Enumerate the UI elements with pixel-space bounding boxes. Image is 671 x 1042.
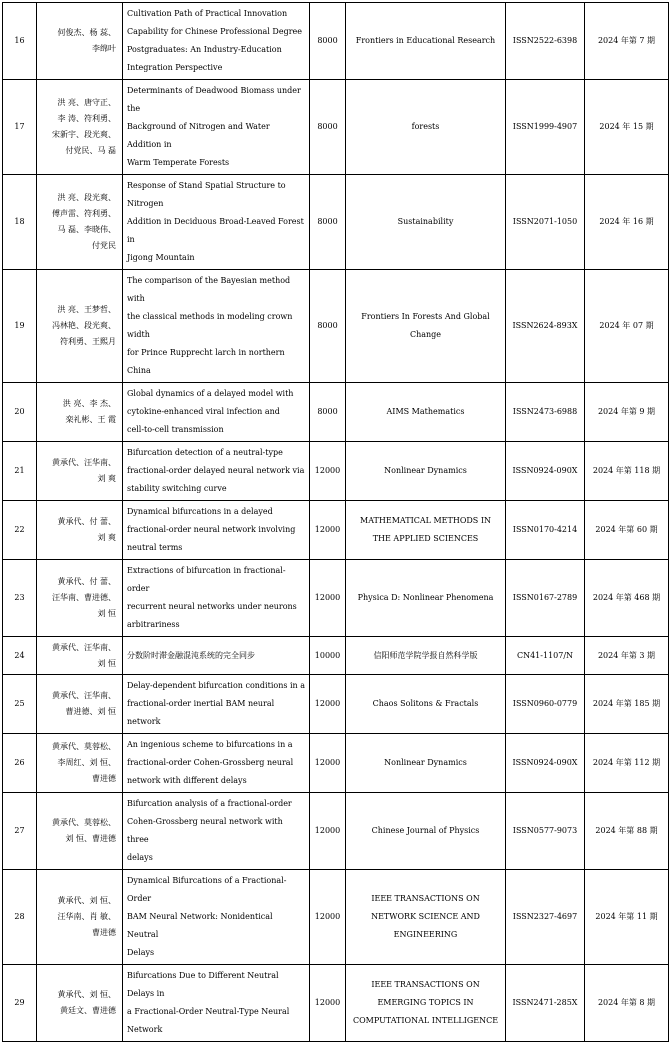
journal-cell <box>346 80 506 175</box>
authors-cell <box>37 80 123 175</box>
issue-cell: 2024 年第 9 期 <box>585 383 669 442</box>
journal-line: Chaos Solitons & Fractals <box>372 699 479 708</box>
title-cell <box>123 734 310 793</box>
journal-cell <box>346 870 506 965</box>
title-line: delays <box>127 853 153 862</box>
journal-line: Sustainability <box>397 217 454 226</box>
issue-cell: 2024 年第 8 期 <box>585 965 669 1042</box>
title-line: The comparison of the Bayesian method with <box>127 276 291 303</box>
title-line: Cultivation Path of Practical Innovation <box>127 9 288 18</box>
authors-cell <box>37 734 123 793</box>
row-number: 22 <box>3 501 37 560</box>
title-cell <box>123 501 310 560</box>
title-cell <box>123 442 310 501</box>
row-number: 17 <box>3 80 37 175</box>
author-line: 洪 亮、王梦哲、 <box>57 305 116 314</box>
journal-line: 信阳师范学院学报自然科学版 <box>373 650 478 660</box>
table-row <box>3 80 669 175</box>
authors-cell <box>37 793 123 870</box>
title-line: Bifurcations Due to Different Neutral Delays in <box>127 971 279 998</box>
issn-cell: ISSN0960-0779 <box>506 675 585 734</box>
journal-line: IEEE TRANSACTIONS ON <box>371 980 480 989</box>
table-row <box>3 793 669 870</box>
title-line: An ingenious scheme to bifurcations in a <box>127 740 293 749</box>
author-line: 李周红、刘 恒、 <box>57 758 116 767</box>
journal-cell <box>346 734 506 793</box>
journal-line: forests <box>411 122 440 131</box>
author-line: 符利勇、王熙月 <box>60 337 116 346</box>
issn-cell: ISSN0924-090X <box>506 734 585 793</box>
title-line: Delays <box>127 948 155 957</box>
title-cell <box>123 80 310 175</box>
journal-line: Frontiers In Forests And Global Change <box>361 312 490 339</box>
journal-line: IEEE TRANSACTIONS ON <box>371 894 480 903</box>
fee-cell: 8000 <box>310 80 346 175</box>
title-line: Jigong Mountain <box>127 253 195 262</box>
title-line: arbitrariness <box>127 620 180 629</box>
fee-cell: 12000 <box>310 870 346 965</box>
journal-cell <box>346 793 506 870</box>
author-line: 李绵叶 <box>92 44 116 53</box>
row-number: 16 <box>3 3 37 80</box>
fee-cell: 12000 <box>310 442 346 501</box>
title-line: fractional-order inertial BAM neural network <box>127 699 275 726</box>
title-line: Background of Nitrogen and Water Addition in <box>127 122 270 149</box>
issue-cell: 2024 年 15 期 <box>585 80 669 175</box>
authors-cell <box>37 560 123 637</box>
journal-line: NETWORK SCIENCE AND <box>371 912 480 921</box>
title-line: Warm Temperate Forests <box>127 158 230 167</box>
issue-cell: 2024 年第 88 期 <box>585 793 669 870</box>
author-line: 黄承代、刘 恒、 <box>57 990 116 999</box>
issue-cell: 2024 年第 3 期 <box>585 637 669 675</box>
row-number: 28 <box>3 870 37 965</box>
title-line: cytokine-enhanced viral infection and <box>127 407 280 416</box>
title-line: network with different delays <box>127 776 247 785</box>
author-line: 宋新宇、段光爽、 <box>52 130 116 139</box>
author-line: 冯林艳、段光爽、 <box>52 321 116 330</box>
author-line: 曹进德 <box>92 774 116 783</box>
issn-cell: ISSN0170-4214 <box>506 501 585 560</box>
title-line: Bifurcation detection of a neutral-type <box>127 448 283 457</box>
table-body <box>3 3 669 1042</box>
author-line: 汪华南、曹进德、 <box>52 593 116 602</box>
author-line: 何俊杰、杨 蕊、 <box>57 28 116 37</box>
issue-cell: 2024 年第 112 期 <box>585 734 669 793</box>
journal-cell <box>346 560 506 637</box>
issn-cell: ISSN2522-6398 <box>506 3 585 80</box>
title-line: stability switching curve <box>127 484 227 493</box>
title-cell <box>123 793 310 870</box>
table-row <box>3 560 669 637</box>
title-line: Determinants of Deadwood Biomass under the <box>127 86 301 113</box>
row-number: 27 <box>3 793 37 870</box>
issn-cell: ISSN1999-4907 <box>506 80 585 175</box>
table-row <box>3 383 669 442</box>
author-line: 黄廷文、曹进德 <box>60 1006 116 1015</box>
fee-cell: 8000 <box>310 3 346 80</box>
issue-cell: 2024 年 07 期 <box>585 270 669 383</box>
issn-cell: ISSN2327-4697 <box>506 870 585 965</box>
title-line: Dynamical bifurcations in a delayed <box>127 507 273 516</box>
author-line: 黄承代、莫蓉松、 <box>52 742 116 751</box>
row-number: 19 <box>3 270 37 383</box>
authors-cell <box>37 637 123 675</box>
author-line: 刘 爽 <box>97 533 116 542</box>
author-line: 黄承代、莫蓉松、 <box>52 818 116 827</box>
author-line: 付党民、马 磊 <box>65 146 116 155</box>
journal-line: Chinese Journal of Physics <box>371 826 480 835</box>
issn-cell: ISSN0167-2789 <box>506 560 585 637</box>
author-line: 栾礼彬、王 霞 <box>65 415 116 424</box>
row-number: 25 <box>3 675 37 734</box>
row-number: 23 <box>3 560 37 637</box>
issue-cell: 2024 年第 468 期 <box>585 560 669 637</box>
issn-cell: ISSN0924-090X <box>506 442 585 501</box>
title-line: the classical methods in modeling crown width <box>127 312 293 339</box>
author-line: 洪 亮、李 杰、 <box>62 399 116 408</box>
journal-line: ENGINEERING <box>393 930 458 939</box>
author-line: 黄承代、汪华南、 <box>52 691 116 700</box>
fee-cell: 8000 <box>310 270 346 383</box>
issue-cell: 2024 年第 118 期 <box>585 442 669 501</box>
title-line: Delay-dependent bifurcation conditions in a <box>127 681 306 690</box>
table-row <box>3 870 669 965</box>
issn-cell: ISSN2071-1050 <box>506 175 585 270</box>
journal-line: COMPUTATIONAL INTELLIGENCE <box>352 1016 499 1025</box>
journal-line: EMERGING TOPICS IN <box>377 998 474 1007</box>
title-cell <box>123 3 310 80</box>
title-line: 分数阶时滞金融混沌系统的完全同步 <box>127 650 255 660</box>
issue-cell: 2024 年第 11 期 <box>585 870 669 965</box>
fee-cell: 12000 <box>310 501 346 560</box>
title-line: neutral terms <box>127 543 183 552</box>
table-row <box>3 501 669 560</box>
author-line: 刘 恒、曹进德 <box>65 834 116 843</box>
authors-cell <box>37 175 123 270</box>
authors-cell <box>37 383 123 442</box>
table-row <box>3 3 669 80</box>
journal-cell <box>346 675 506 734</box>
title-cell <box>123 637 310 675</box>
author-line: 李 涛、符利勇、 <box>57 114 116 123</box>
publication-table <box>2 2 669 1042</box>
table-row <box>3 270 669 383</box>
fee-cell: 12000 <box>310 675 346 734</box>
journal-line: THE APPLIED SCIENCES <box>372 534 479 543</box>
title-line: Extractions of bifurcation in fractional-order <box>127 566 286 593</box>
title-line: Dynamical Bifurcations of a Fractional-Order <box>127 876 287 903</box>
author-line: 洪 亮、段光爽、 <box>57 193 116 202</box>
journal-line: Nonlinear Dynamics <box>384 466 467 475</box>
title-line: Capability for Chinese Professional Degree <box>127 27 302 36</box>
title-cell <box>123 560 310 637</box>
issn-cell: ISSN2471-285X <box>506 965 585 1042</box>
title-line: fractional-order neural network involving <box>127 525 296 534</box>
title-line: fractional-order delayed neural network via <box>127 466 305 475</box>
title-line: Bifurcation analysis of a fractional-order <box>127 799 292 808</box>
title-line: for Prince Rupprecht larch in northern China <box>127 348 285 375</box>
issue-cell: 2024 年第 60 期 <box>585 501 669 560</box>
title-cell <box>123 175 310 270</box>
table-row <box>3 675 669 734</box>
authors-cell <box>37 501 123 560</box>
row-number: 20 <box>3 383 37 442</box>
issue-cell: 2024 年 16 期 <box>585 175 669 270</box>
title-line: Cohen-Grossberg neural network with three <box>127 817 283 844</box>
authors-cell <box>37 675 123 734</box>
title-cell <box>123 870 310 965</box>
fee-cell: 8000 <box>310 383 346 442</box>
journal-cell <box>346 383 506 442</box>
authors-cell <box>37 965 123 1042</box>
title-cell <box>123 965 310 1042</box>
author-line: 黄承代、刘 恒、 <box>57 896 116 905</box>
row-number: 18 <box>3 175 37 270</box>
author-line: 黄承代、汪华南、 <box>52 458 116 467</box>
author-line: 刘 爽 <box>97 474 116 483</box>
issn-cell: CN41-1107/N <box>506 637 585 675</box>
title-cell <box>123 675 310 734</box>
fee-cell: 12000 <box>310 965 346 1042</box>
title-line: Addition in Deciduous Broad-Leaved Forest in <box>127 217 304 244</box>
row-number: 29 <box>3 965 37 1042</box>
fee-cell: 12000 <box>310 793 346 870</box>
table-row <box>3 175 669 270</box>
author-line: 付党民 <box>92 241 116 250</box>
title-cell <box>123 270 310 383</box>
table-row <box>3 734 669 793</box>
issue-cell: 2024 年第 7 期 <box>585 3 669 80</box>
title-line: Network <box>127 1025 163 1034</box>
author-line: 马 磊、李晓伟、 <box>57 225 116 234</box>
journal-line: Physica D: Nonlinear Phenomena <box>357 593 494 602</box>
issn-cell: ISSN0577-9073 <box>506 793 585 870</box>
title-cell <box>123 383 310 442</box>
author-line: 洪 亮、唐守正、 <box>57 98 116 107</box>
journal-cell <box>346 442 506 501</box>
author-line: 傅声雷、符利勇、 <box>52 209 116 218</box>
author-line: 刘 恒 <box>97 658 116 668</box>
journal-line: MATHEMATICAL METHODS IN <box>360 516 491 525</box>
authors-cell <box>37 870 123 965</box>
title-line: cell-to-cell transmission <box>127 425 224 434</box>
journal-cell <box>346 965 506 1042</box>
fee-cell: 10000 <box>310 637 346 675</box>
fee-cell: 12000 <box>310 560 346 637</box>
row-number: 21 <box>3 442 37 501</box>
row-number: 24 <box>3 637 37 675</box>
journal-cell <box>346 3 506 80</box>
author-line: 黄承代、付 蕾、 <box>57 517 116 526</box>
authors-cell <box>37 3 123 80</box>
journal-line: AIMS Mathematics <box>386 407 465 416</box>
table-row <box>3 965 669 1042</box>
fee-cell: 12000 <box>310 734 346 793</box>
title-line: recurrent neural networks under neurons <box>127 602 297 611</box>
author-line: 汪华南、肖 敏、 <box>57 912 116 921</box>
journal-cell <box>346 501 506 560</box>
title-line: Global dynamics of a delayed model with <box>127 389 294 398</box>
authors-cell <box>37 270 123 383</box>
title-line: Integration Perspective <box>127 63 223 72</box>
title-line: Postgraduates: An Industry-Education <box>127 45 282 54</box>
journal-line: Frontiers in Educational Research <box>355 36 496 45</box>
row-number: 26 <box>3 734 37 793</box>
journal-line: Nonlinear Dynamics <box>384 758 467 767</box>
title-line: fractional-order Cohen-Grossberg neural <box>127 758 294 767</box>
table-row <box>3 637 669 675</box>
author-line: 黄承代、汪华南、 <box>52 642 116 652</box>
journal-cell <box>346 637 506 675</box>
issue-cell: 2024 年第 185 期 <box>585 675 669 734</box>
journal-cell <box>346 175 506 270</box>
authors-cell <box>37 442 123 501</box>
author-line: 曹进德、刘 恒 <box>65 707 116 716</box>
fee-cell: 8000 <box>310 175 346 270</box>
journal-cell <box>346 270 506 383</box>
author-line: 刘 恒 <box>97 609 116 618</box>
author-line: 黄承代、付 蕾、 <box>57 577 116 586</box>
table-row <box>3 442 669 501</box>
issn-cell: ISSN2624-893X <box>506 270 585 383</box>
title-line: Response of Stand Spatial Structure to Nitrogen <box>127 181 286 208</box>
title-line: BAM Neural Network: Nonidentical Neutral <box>127 912 273 939</box>
title-line: a Fractional-Order Neutral-Type Neural <box>127 1007 290 1016</box>
issn-cell: ISSN2473-6988 <box>506 383 585 442</box>
author-line: 曹进德 <box>92 928 116 937</box>
